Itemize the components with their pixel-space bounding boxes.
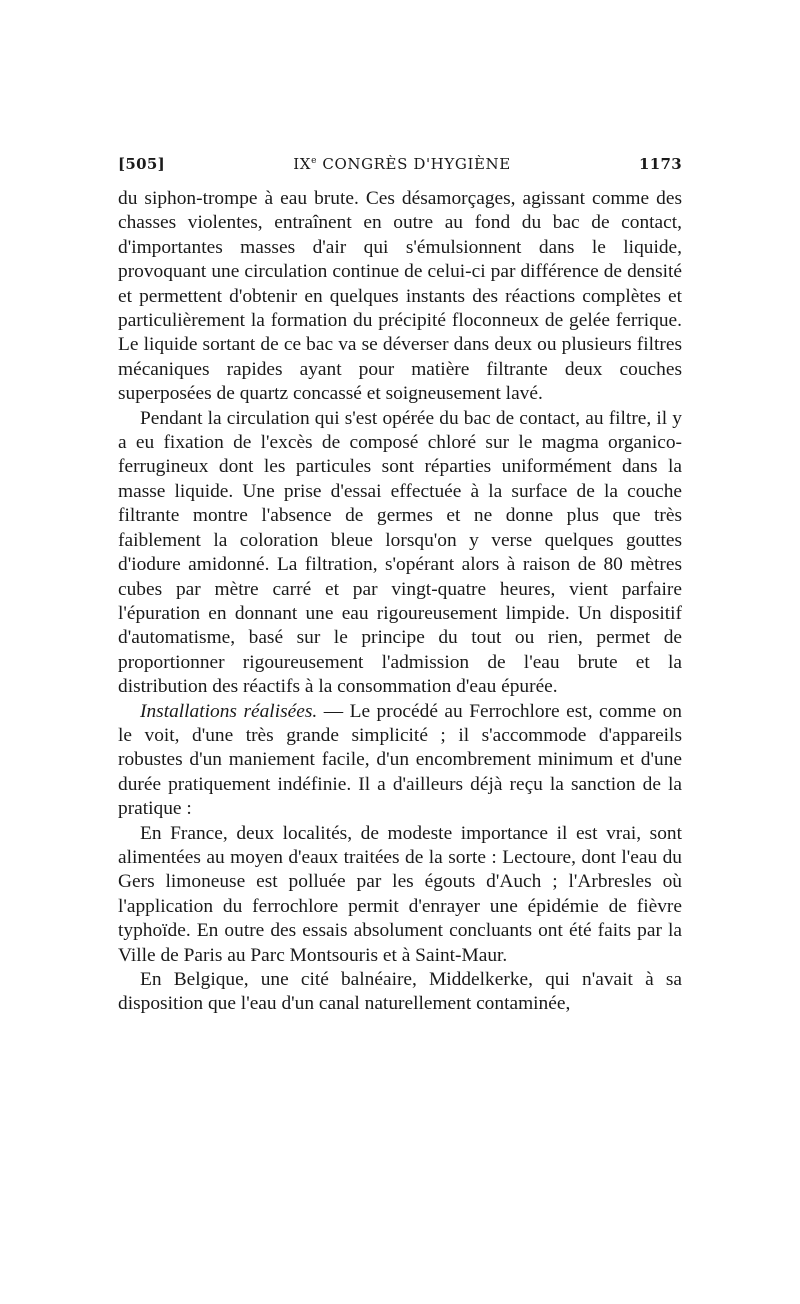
paragraph-4: En France, deux localités, de modeste importance il est vrai, sont alimentées au moyen d'eaux traitées de la sorte : Lectoure, dont l'eau du Gers limoneuse est polluée par les égouts d'Auch ; l'Arbresles où l'application du ferrochlore permit d'enrayer une épidémie de fièvre typhoïde. En outre des essais absolument concluants ont été faits par la Ville de Paris au Parc Montsouris et à Saint-Maur.	[118, 822, 682, 966]
paragraph-2: Pendant la circulation qui s'est opérée du bac de contact, au filtre, il y a eu fixation de l'excès de composé chloré sur le magma organico-ferrugineux dont les particules sont réparties uniformément dans la masse liquide. Une prise d'essai effectuée à la surface de la couche filtrante montre l'absence de germes et ne donne plus que très faiblement la coloration bleue lorsqu'on y verse quelques gouttes d'iodure amidonné. La filtration, s'opérant alors à raison de 80 mètres cubes par mètre carré et par vingt-quatre heures, vient parfaire l'épuration en donnant une eau rigoureusement limpide. Un dispositif d'automatisme, basé sur le principe du tout ou rien, permet de proportionner rigoureusement l'admission de l'eau brute et la distribution des réactifs à la consommation d'eau épurée.	[118, 407, 682, 698]
paragraph-3-text: — Le procédé au Ferrochlore est, comme on le voit, d'une très grande simplicité ; il s'accommode d'appareils robustes d'un maniement facile, d'un encombrement minimum et d'une durée pratiquement indéfinie. Il a d'ailleurs déjà reçu la sanction de la pratique :	[118, 700, 682, 820]
section-heading-italic: Installations réalisées.	[140, 700, 318, 722]
book-page	[118, 155, 682, 1017]
page-number: 1173	[639, 155, 682, 173]
paragraph-1: du siphon-trompe à eau brute. Ces désamorçages, agissant comme des chasses violentes, entraînent en outre au fond du bac de contact, d'importantes masses d'air qui s'émulsionnent dans le liquide, provoquant une circulation continue de celui-ci par différence de densité et permettent d'obtenir en quelques instants des réactions complètes et particulièrement la formation du précipité floconneux de gelée ferrique. Le liquide sortant de ce bac va se déverser dans deux ou plusieurs filtres mécaniques rapides ayant pour matière filtrante deux couches superposées de quartz concassé et soigneusement lavé.	[118, 188, 682, 405]
body-text	[118, 187, 682, 1017]
running-title-rest: CONGRÈS D'HYGIÈNE	[317, 155, 511, 173]
page-reference: [505]	[118, 155, 166, 173]
running-title-prefix: IX	[293, 155, 312, 173]
running-title	[293, 155, 511, 173]
paragraph-5: En Belgique, une cité balnéaire, Middelkerke, qui n'avait à sa disposition que l'eau d'un canal naturellement contaminée,	[118, 969, 682, 1015]
paragraph-3	[118, 700, 682, 822]
running-head	[118, 155, 682, 187]
running-title-sup: e	[311, 156, 317, 166]
